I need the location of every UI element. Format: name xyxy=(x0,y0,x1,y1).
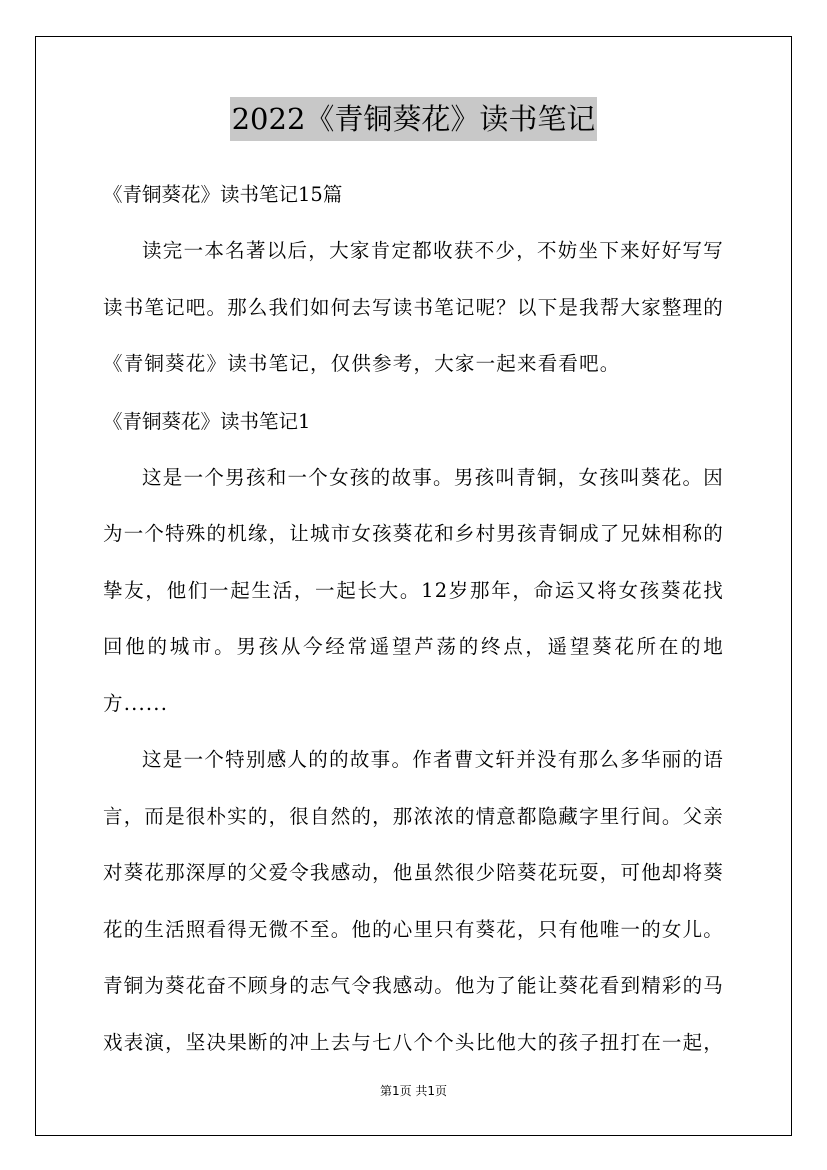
section-paragraph-1: 这是一个男孩和一个女孩的故事。男孩叫青铜，女孩叫葵花。因为一个特殊的机缘，让城市女孩葵花和乡村男孩青铜成了兄妹相称的挚友，他们一起生活，一起长大。12岁那年，命运又将女孩葵花找回他的城市。男孩从今经常遥望芦荡的终点，遥望葵花所在的地方...... xyxy=(103,465,725,715)
document-title: 2022《青铜葵花》读书笔记 xyxy=(230,97,598,141)
page-footer: 第1页 共1页 xyxy=(379,1084,448,1098)
document-body xyxy=(103,166,724,1071)
document-subtitle: 《青铜葵花》读书笔记15篇 xyxy=(103,183,343,206)
section-paragraph-2: 这是一个特别感人的的故事。作者曹文轩并没有那么多华丽的语言，而是很朴实的，很自然的，那浓浓的情意都隐藏字里行间。父亲对葵花那深厚的父爱令我感动，他虽然很少陪葵花玩耍，可他却将葵花的生活照看得无微不至。他的心里只有葵花，只有他唯一的女儿。青铜为葵花奋不顾身的志气令我感动。他为了能让葵花看到精彩的马戏表演，坚决果断的冲上去与七八个个头比他大的孩子扭打在一起， xyxy=(103,748,725,1054)
intro-paragraph: 读完一本名著以后，大家肯定都收获不少，不妨坐下来好好写写读书笔记吧。那么我们如何去写读书笔记呢？以下是我帮大家整理的《青铜葵花》读书笔记，仅供参考，大家一起来看看吧。 xyxy=(103,239,725,375)
title-container xyxy=(0,97,827,141)
section-heading: 《青铜葵花》读书笔记1 xyxy=(103,409,311,433)
